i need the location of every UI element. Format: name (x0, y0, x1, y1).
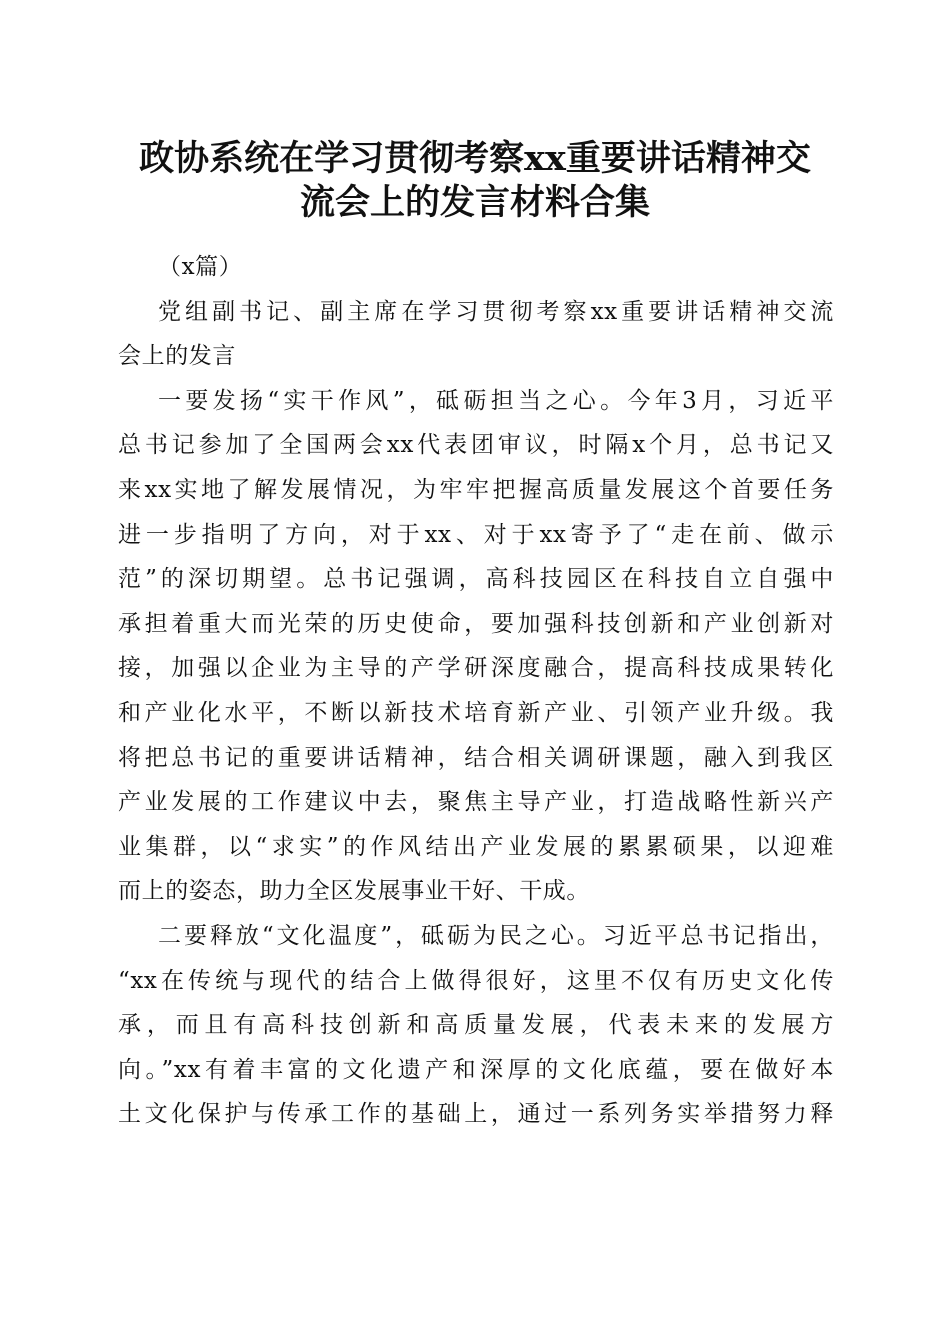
paragraph-line: 接，加强以企业为主导的产学研深度融合，提高科技成果转化 (118, 655, 834, 682)
paragraph-line: 范”的深切期望。总书记强调，高科技园区在科技自立自强中 (118, 566, 834, 593)
paragraph-line: 业集群，以“求实”的作风结出产业发展的累累硕果，以迎难 (118, 833, 834, 860)
paragraph-line: 总书记参加了全国两会xx代表团审议，时隔x个月，总书记又 (118, 432, 834, 459)
document-body (118, 245, 834, 1137)
document-title-line-2: 流会上的发言材料合集 (299, 182, 650, 223)
paragraph-line: 将把总书记的重要讲话精神，结合相关调研课题，融入到我区 (118, 744, 834, 771)
document-title-line-1: 政协系统在学习贯彻考察xx重要讲话精神交 (139, 138, 811, 179)
paragraph-line: 承担着重大而光荣的历史使命，要加强科技创新和产业创新对 (118, 610, 834, 637)
paragraph-line: 而上的姿态，助力全区发展事业干好、干成。 (118, 878, 590, 905)
speech-heading-line-1: 党组副书记、副主席在学习贯彻考察xx重要讲话精神交流 (158, 298, 834, 325)
paragraph-line: 一要发扬“实干作风”，砥砺担当之心。今年3月，习近平 (158, 387, 834, 414)
piece-count-label: （x篇） (158, 254, 243, 280)
paragraph-line: 土文化保护与传承工作的基础上，通过一系列务实举措努力释 (118, 1101, 834, 1128)
paragraph-line: 进一步指明了方向，对于xx、对于xx寄予了“走在前、做示 (118, 521, 834, 548)
paragraph-line: 向。”xx有着丰富的文化遗产和深厚的文化底蕴，要在做好本 (118, 1056, 834, 1083)
paragraph-line: 产业发展的工作建议中去，聚焦主导产业，打造战略性新兴产 (118, 789, 834, 816)
paragraph-line: 和产业化水平，不断以新技术培育新产业、引领产业升级。我 (118, 699, 834, 726)
paragraph-line: “xx在传统与现代的结合上做得很好，这里不仅有历史文化传 (118, 967, 834, 994)
paragraph-line: 承，而且有高科技创新和高质量发展，代表未来的发展方 (118, 1012, 834, 1039)
paragraph-line: 来xx实地了解发展情况，为牢牢把握高质量发展这个首要任务 (118, 476, 834, 503)
paragraph-line: 二要释放“文化温度”，砥砺为民之心。习近平总书记指出， (158, 922, 834, 949)
speech-heading-line-2: 会上的发言 (118, 343, 236, 370)
